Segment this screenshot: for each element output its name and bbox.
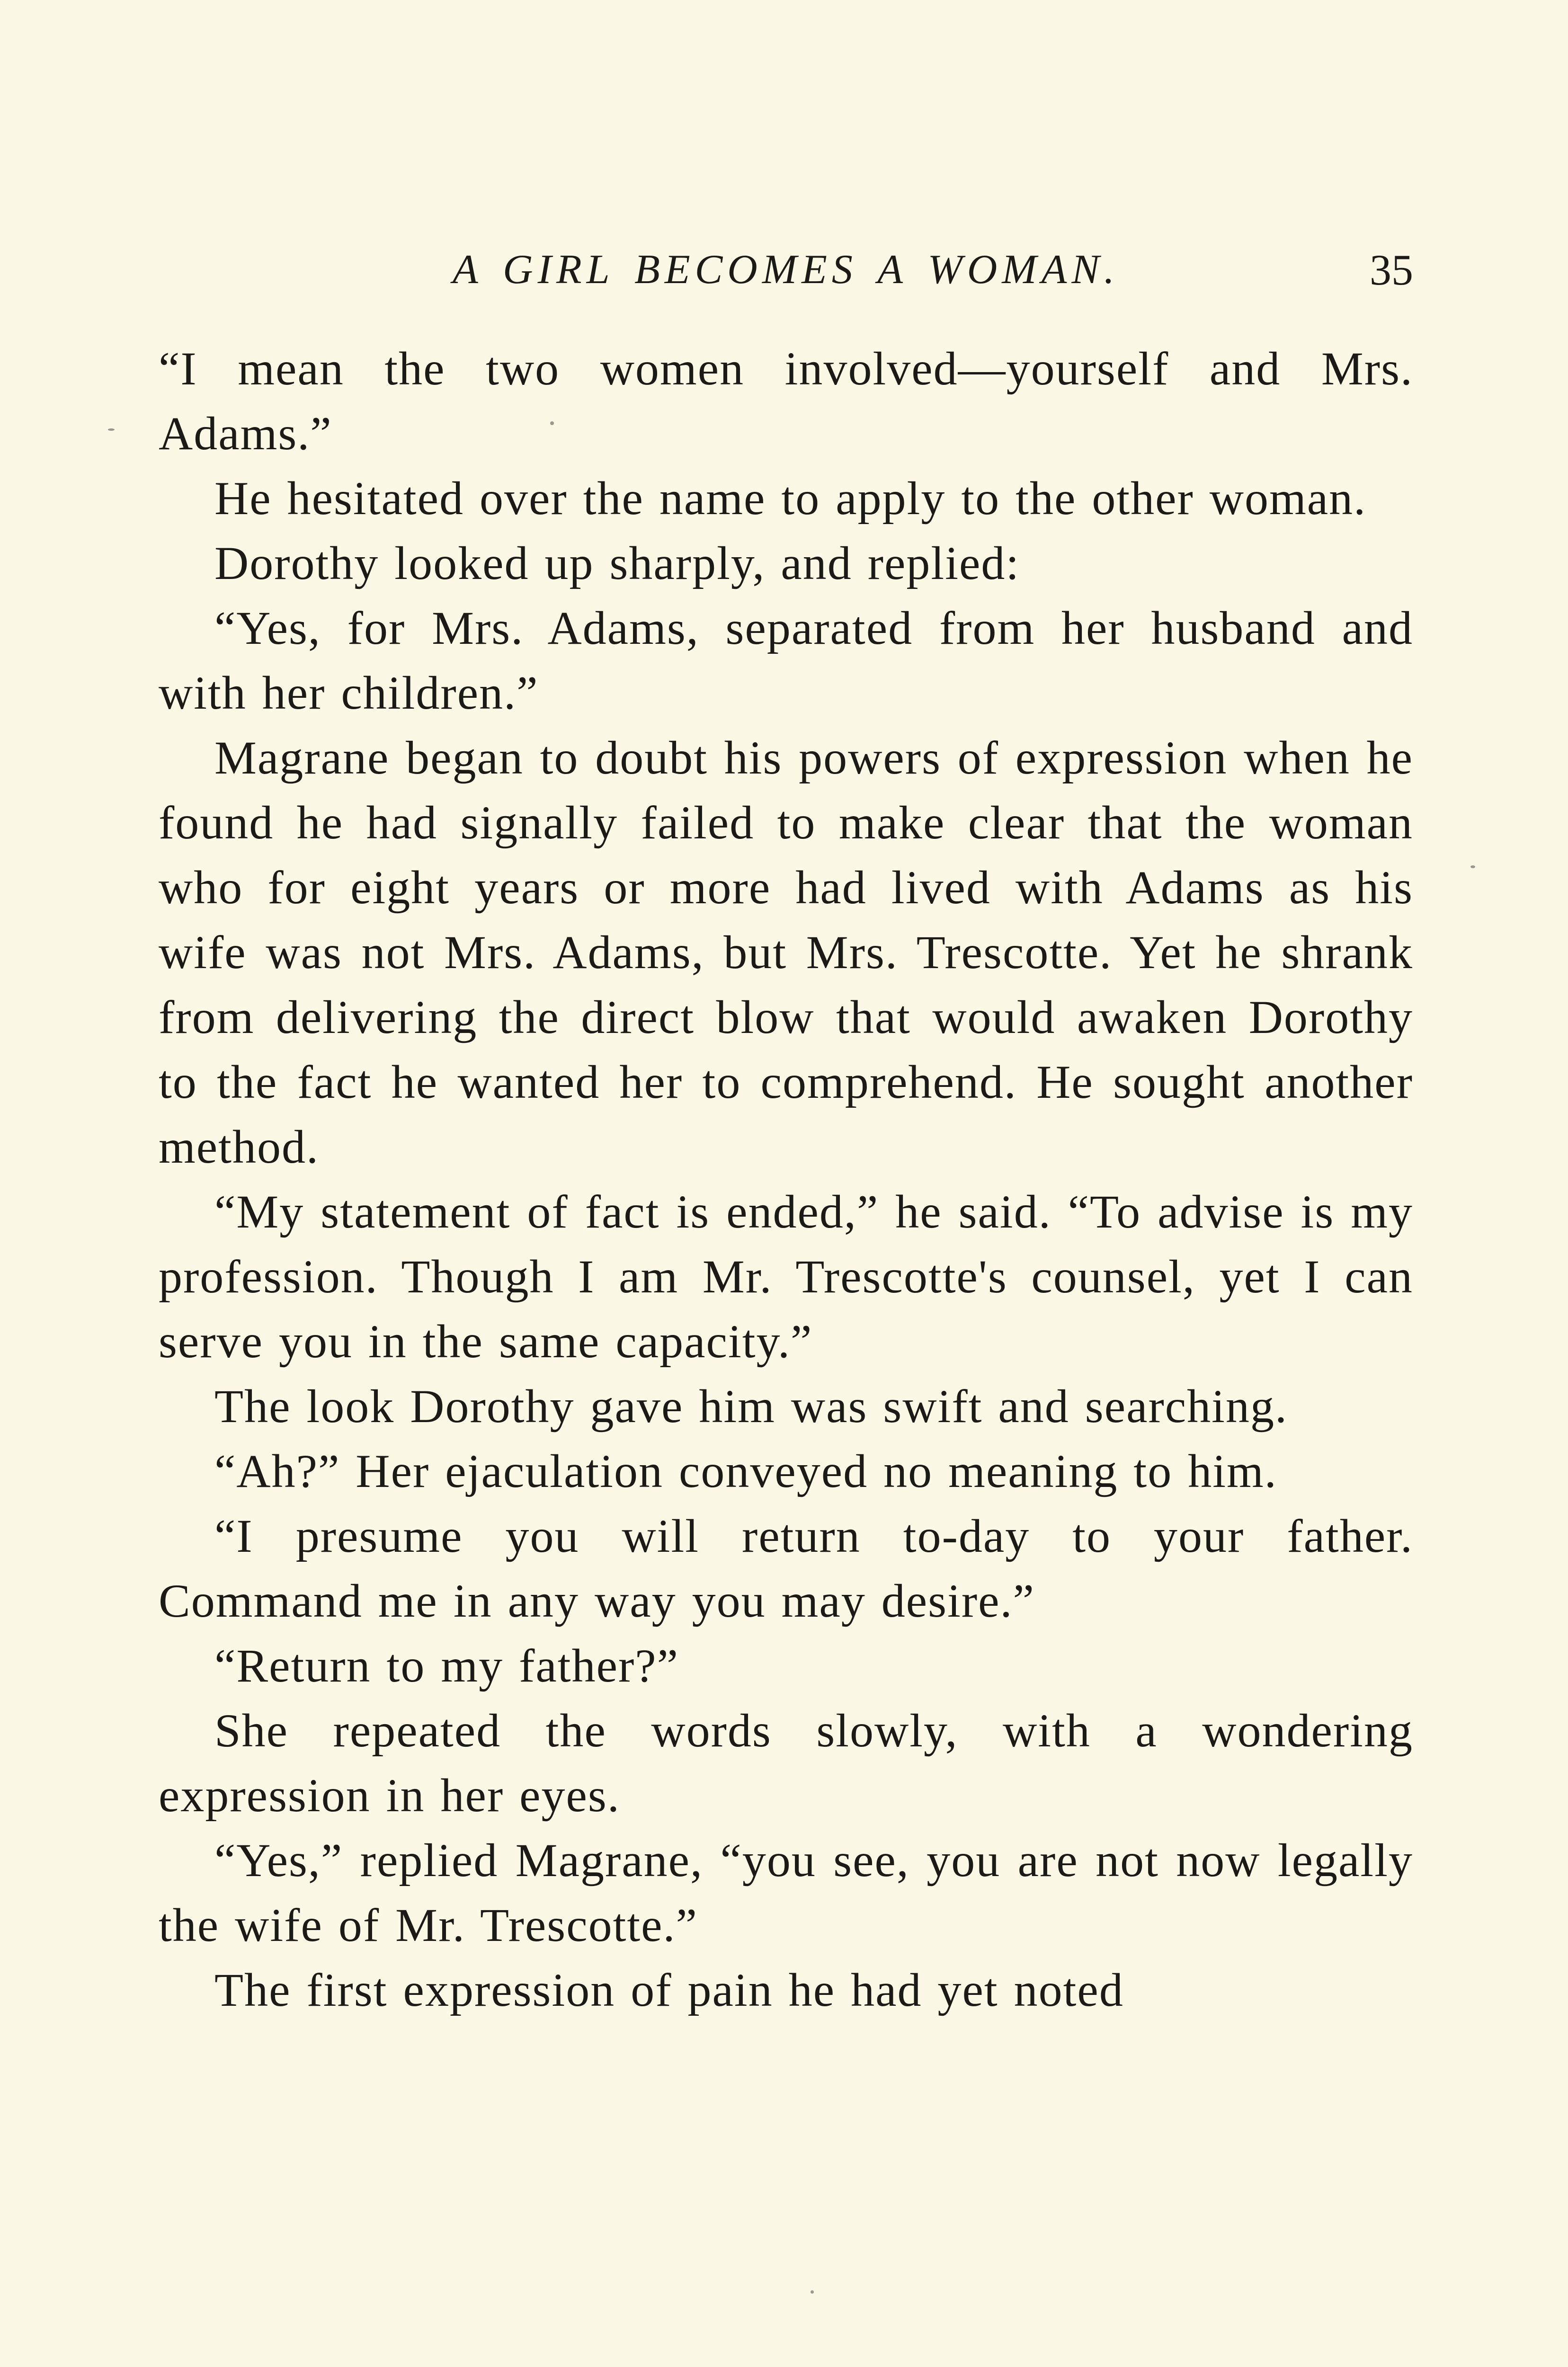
paragraph: The look Dorothy gave him was swift and searching.: [214, 1380, 1288, 1433]
paragraph: He hesitated over the name to apply to the other woman.: [214, 472, 1367, 525]
page-number: 35: [1370, 246, 1413, 294]
paper-speck: [108, 428, 115, 431]
paragraph: “Yes, for Mrs. Adams, separated from her husband and with her children.”: [159, 602, 1413, 719]
paper-speck: [1470, 865, 1475, 868]
paragraph: She repeated the words slowly, with a wondering expression in her eyes.: [159, 1704, 1413, 1822]
paragraph: Magrane began to doubt his powers of expression when he found he had signally failed to make clear that the woman who for eight years or more had lived with Adams as his wife was not Mrs. Adams, but Mrs. Trescotte. Yet he shrank from delivering the direct blow that would awaken Dorothy to the fact he wanted her to comprehend. He sought another method.: [159, 731, 1413, 1173]
paragraph: “Ah?” Her ejaculation conveyed no meaning to him.: [214, 1445, 1277, 1497]
paper-speck: [811, 2290, 814, 2294]
running-title: A GIRL BECOMES A WOMAN.: [452, 247, 1120, 293]
paragraph: “My statement of fact is ended,” he said. “To advise is my profession. Though I am Mr. Trescotte's counsel, yet I can serve you in the same capacity.”: [159, 1185, 1413, 1368]
running-head: [159, 237, 1413, 303]
paragraph: “Return to my father?”: [214, 1639, 679, 1692]
paragraph: “Yes,” replied Magrane, “you see, you are not now legally the wife of Mr. Trescotte.”: [159, 1834, 1413, 1951]
paragraph: Dorothy looked up sharply, and replied:: [214, 537, 1020, 589]
paragraph: “I presume you will return to-day to your father. Command me in any way you may desire.”: [159, 1510, 1413, 1627]
paper-speck: [550, 421, 554, 425]
paragraph: “I mean the two women involved—yourself and Mrs. Adams.”: [159, 342, 1413, 460]
paragraph: The first expression of pain he had yet noted: [214, 1964, 1124, 2016]
body-text: [159, 336, 1413, 2022]
